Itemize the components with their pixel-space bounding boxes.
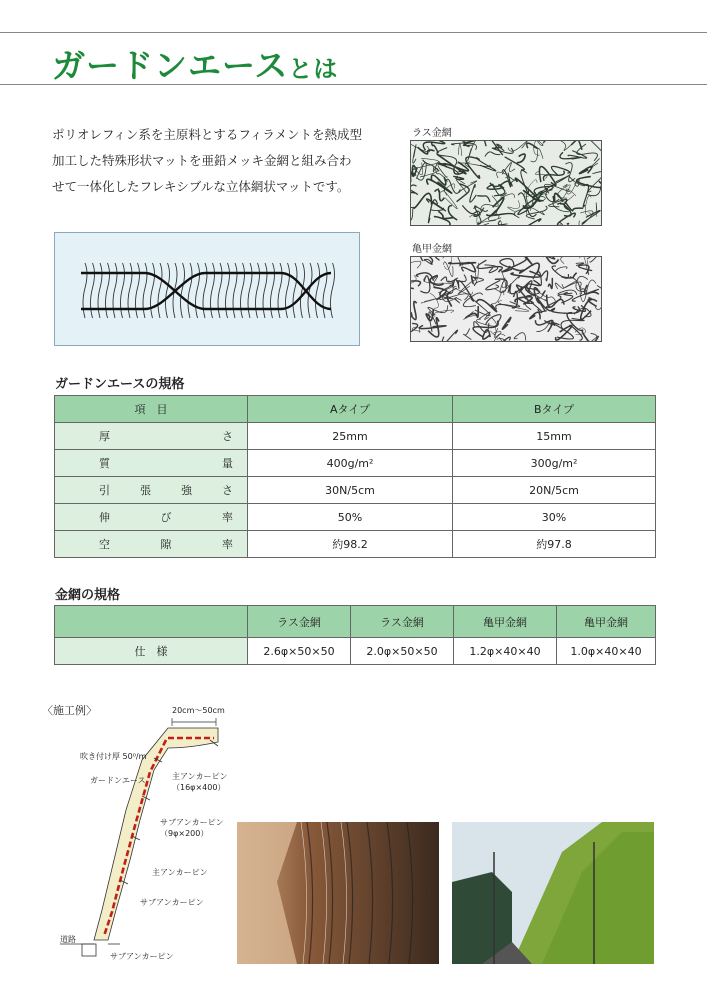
mat-cross-section-diagram [54, 232, 360, 346]
title-main: ガードンエース [52, 46, 289, 85]
mesh-table [54, 605, 656, 665]
lath-mesh-caption: ラス金網 [412, 128, 452, 139]
spec-row-label [55, 450, 248, 477]
spec-label-char: 引 [99, 484, 110, 497]
construction-photo-cliff [237, 822, 439, 964]
spec-label-char: 伸 [99, 511, 110, 524]
intro-line: せて一体化したフレキシブルな立体網状マットです。 [52, 179, 350, 194]
spec-value-a: 約98.2 [248, 531, 453, 558]
sub-pin-label-3: サブアンカーピン [110, 952, 174, 961]
spec-table-heading: ガードンエースの規格 [55, 377, 185, 392]
spec-row [55, 477, 656, 504]
spec-value-a: 25mm [248, 423, 453, 450]
mesh-header-col: ラス金網 [248, 606, 351, 638]
spec-value-a: 400g/m² [248, 450, 453, 477]
sub-pin-spec: （9φ×200） [160, 829, 209, 838]
spec-value-b: 300g/m² [453, 450, 656, 477]
spec-row [55, 423, 656, 450]
top-rule [0, 32, 707, 33]
mesh-header-col: ラス金網 [351, 606, 454, 638]
spec-label-char: 張 [140, 484, 151, 497]
main-pin-label-2: 主アンカーピン [152, 868, 208, 877]
title-suffix: とは [288, 55, 339, 83]
mesh-row-label: 仕 様 [55, 638, 248, 665]
header-type-b: Bタイプ [453, 396, 656, 423]
spec-label-char: 強 [181, 484, 192, 497]
spec-row-label [55, 423, 248, 450]
hex-mesh-image [410, 256, 602, 342]
spec-row [55, 531, 656, 558]
road-label: 道路 [60, 935, 76, 944]
main-pin-label: 主アンカーピン [172, 772, 228, 781]
construction-heading: 〈施工例〉 [42, 704, 97, 717]
mesh-header-col: 亀甲金網 [454, 606, 557, 638]
mesh-table-heading: 金網の規格 [55, 588, 121, 603]
header-type-a: Aタイプ [248, 396, 453, 423]
page-title [52, 40, 338, 87]
mesh-value: 2.0φ×50×50 [351, 638, 454, 665]
spec-label-char: 率 [222, 538, 233, 551]
spec-value-b: 約97.8 [453, 531, 656, 558]
spec-value-a: 30N/5cm [248, 477, 453, 504]
width-label: 20cm〜50cm [172, 706, 225, 715]
mesh-value: 1.2φ×40×40 [454, 638, 557, 665]
spec-row-label [55, 531, 248, 558]
header-item: 項 目 [55, 396, 248, 423]
mesh-value: 1.0φ×40×40 [557, 638, 656, 665]
hex-mesh-caption: 亀甲金網 [412, 244, 452, 255]
spec-row-label [55, 477, 248, 504]
mesh-value: 2.6φ×50×50 [248, 638, 351, 665]
sub-pin-label-2: サブアンカーピン [140, 898, 204, 907]
spec-label-char: 厚 [99, 430, 110, 443]
mesh-header-blank [55, 606, 248, 638]
construction-photo-green-slope [452, 822, 654, 964]
lath-mesh-image [410, 140, 602, 226]
construction-diagram [50, 700, 250, 970]
sub-pin-label: サブアンカーピン [160, 818, 224, 827]
mat-label: ガードンエース [90, 776, 146, 785]
spec-value-a: 50% [248, 504, 453, 531]
spec-label-char: さ [222, 484, 233, 497]
spec-row [55, 504, 656, 531]
spec-row [55, 450, 656, 477]
spec-value-b: 20N/5cm [453, 477, 656, 504]
spec-table [54, 395, 656, 558]
intro-line: ポリオレフィン系を主原料とするフィラメントを熱成型 [52, 127, 363, 142]
intro-paragraph [52, 122, 382, 200]
spec-label-char: び [160, 511, 172, 524]
spec-label-char: 量 [222, 457, 233, 470]
spec-label-char: 隙 [160, 538, 172, 551]
spec-label-char: 質 [99, 457, 110, 470]
intro-line: 加工した特殊形状マットを亜鉛メッキ金網と組み合わ [52, 153, 352, 168]
spec-row-label [55, 504, 248, 531]
spec-value-b: 15mm [453, 423, 656, 450]
spec-label-char: さ [222, 430, 233, 443]
main-pin-spec: （16φ×400） [172, 783, 226, 792]
spray-thickness-label: 吹き付け厚 50⁰/m [80, 752, 147, 761]
spec-label-char: 空 [99, 538, 110, 551]
spec-label-char: 率 [222, 511, 233, 524]
spec-value-b: 30% [453, 504, 656, 531]
mesh-header-col: 亀甲金網 [557, 606, 656, 638]
